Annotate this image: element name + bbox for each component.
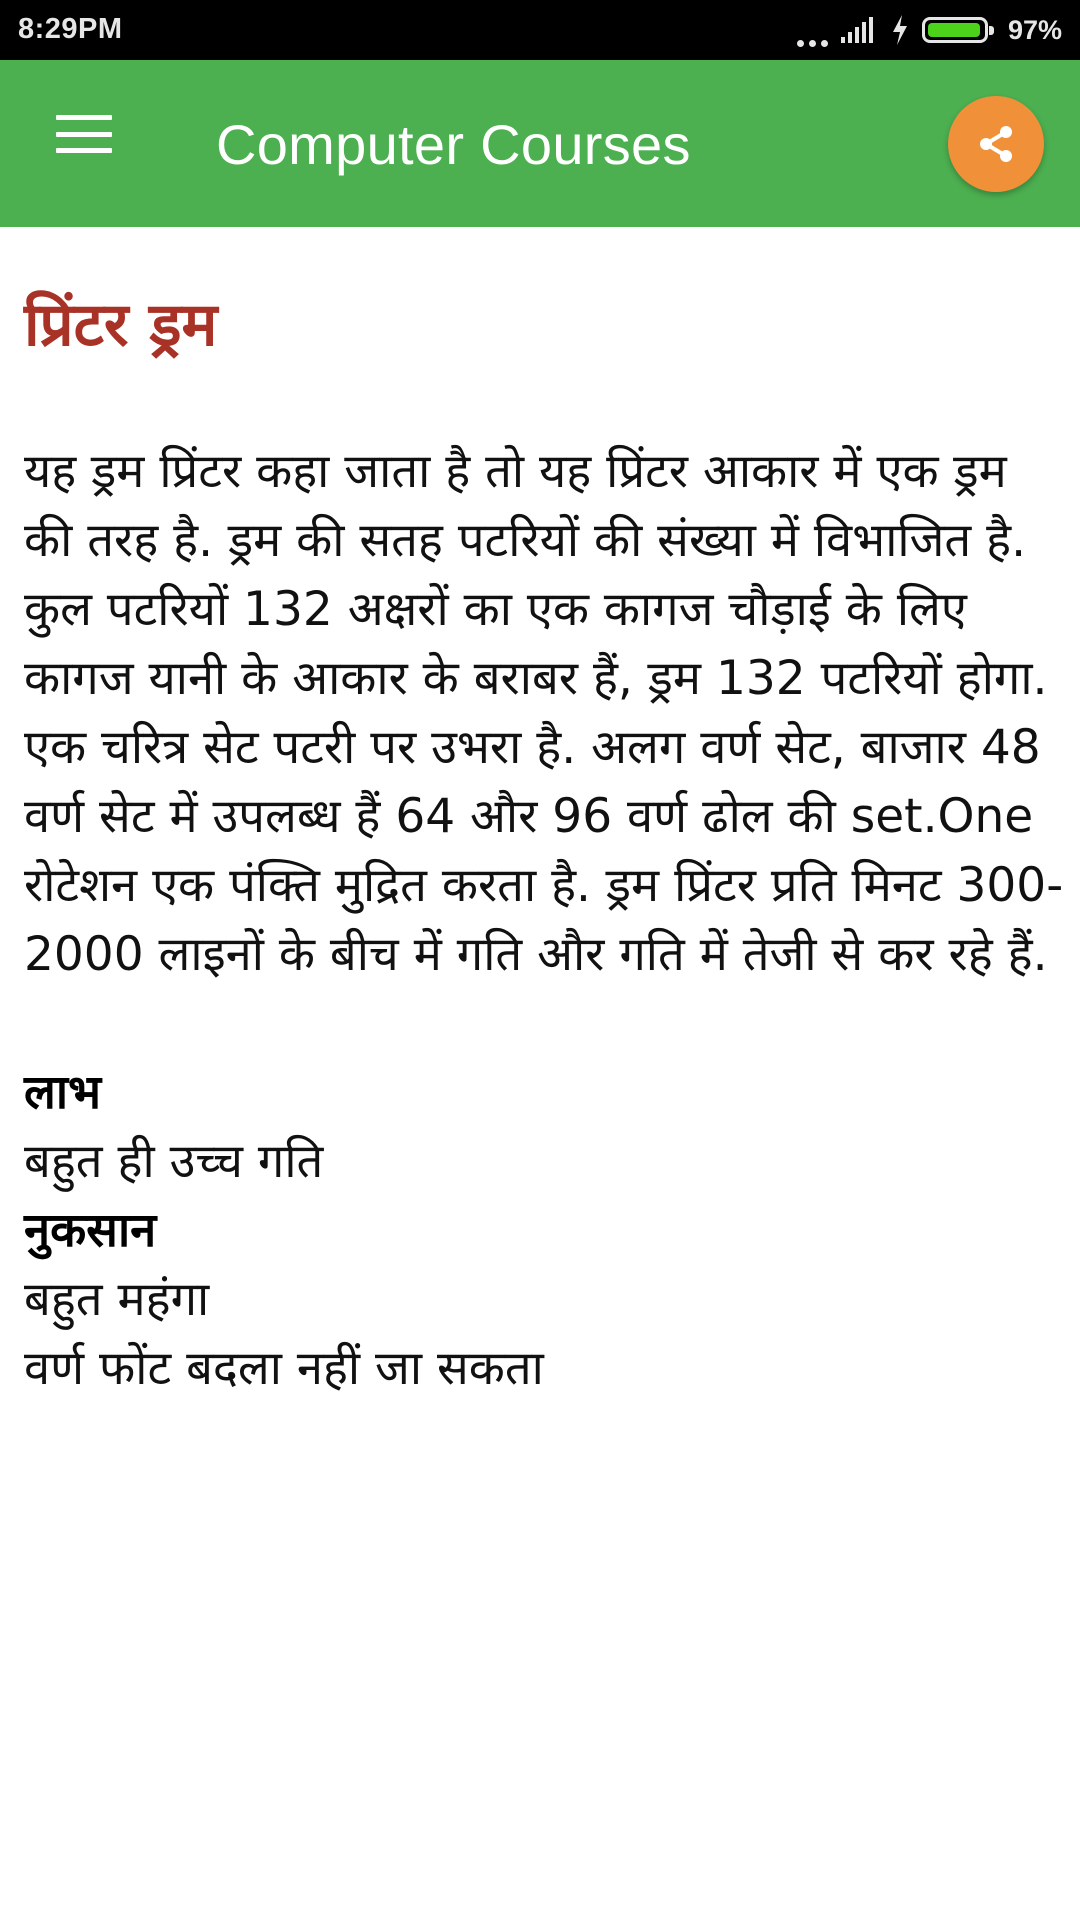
menu-button[interactable] (34, 97, 134, 171)
signal-icon (840, 15, 878, 45)
advantages-heading: लाभ (24, 1065, 102, 1120)
hamburger-menu-icon (56, 115, 112, 153)
advantage-item: बहुत ही उच्च गति (24, 1134, 324, 1189)
more-dots-icon (797, 13, 828, 47)
status-time: 8:29PM (18, 13, 123, 45)
status-bar (0, 0, 1080, 60)
app-title: Computer Courses (216, 113, 691, 176)
share-button[interactable] (948, 96, 1044, 192)
battery-percent: 97% (1007, 14, 1062, 45)
app-bar (0, 60, 1080, 227)
article-body: यह ड्रम प्रिंटर कहा जाता है तो यह प्रिंटर आकार में एक ड्रम की तरह है. ड्रम की सतह पटरियों की संख्या में विभाजित है. कुल पटरियों 132 अक्षरों का एक कागज चौड़ाई के लिए कागज यानी के आकार के बराबर हैं, ड्रम 132 पटरियों होगा. एक चरित्र सेट पटरी पर उभरा है. अलग वर्ण सेट, बाजार 48 वर्ण सेट में उपलब्ध हैं 64 और 96 वर्ण ढोल की set.One रोटेशन एक पंक्ति मुद्रित करता है. ड्रम प्रिंटर प्रति मिनट 300-2000 लाइनों के बीच में गति और गति में तेजी से कर रहे हैं. (24, 444, 1064, 982)
disadvantage-item: वर्ण फोंट बदला नहीं जा सकता (24, 1341, 544, 1396)
status-icons (797, 10, 1062, 50)
share-icon (974, 122, 1018, 166)
charging-bolt-icon (890, 14, 910, 46)
battery-level-fill (928, 23, 980, 37)
article-title: प्रिंटर ड्रम (24, 290, 218, 360)
disadvantages-heading: नुकसान (24, 1203, 157, 1258)
article-content (24, 285, 1064, 1403)
disadvantage-item: बहुत महंगा (24, 1272, 210, 1327)
battery-icon (922, 17, 988, 43)
